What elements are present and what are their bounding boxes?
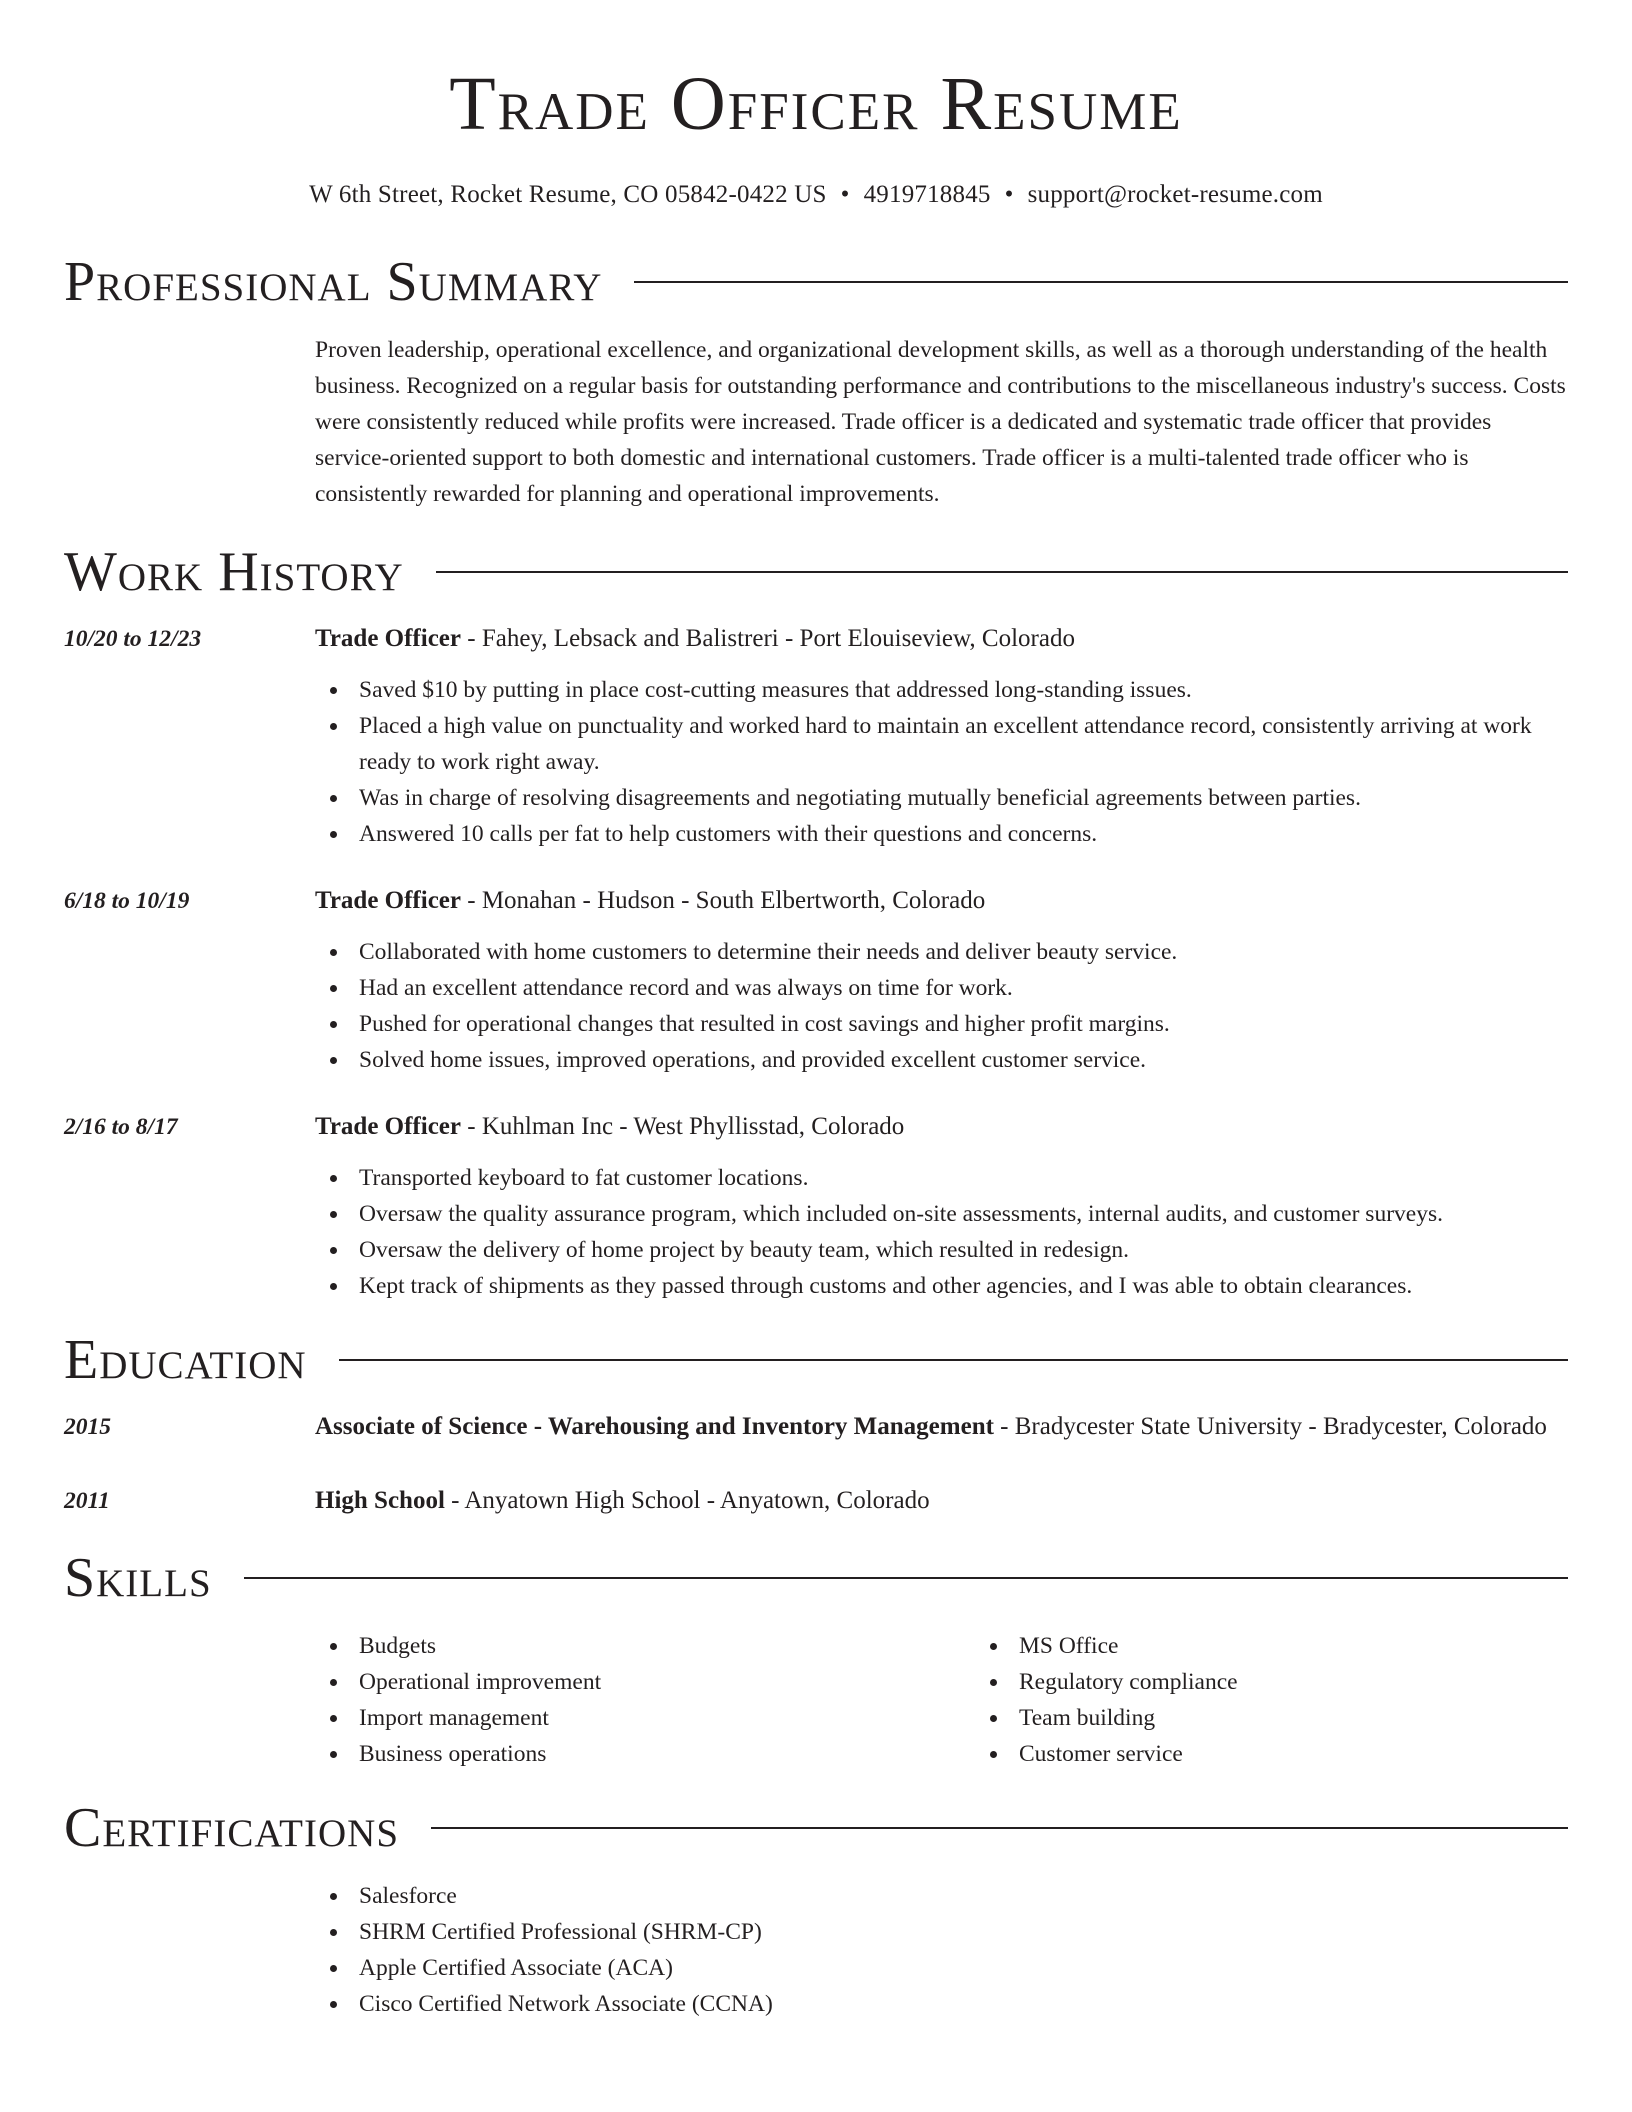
contact-phone: 4919718845 <box>863 181 991 208</box>
section-divider <box>431 1827 1568 1829</box>
list-item: Team building <box>1019 1700 1632 1736</box>
list-item: Customer service <box>1019 1736 1632 1772</box>
bullet-icon <box>330 985 337 992</box>
contact-address: W 6th Street, Rocket Resume, CO 05842-0422 US <box>309 181 827 208</box>
bullet-icon <box>330 1021 337 1028</box>
list-item: Business operations <box>359 1736 975 1772</box>
section-title: Work History <box>64 541 404 603</box>
skills-column-right <box>975 1628 1632 1772</box>
list-item: Oversaw the quality assurance program, which included on-site assessments, internal audits, and customer surveys. <box>359 1196 1568 1232</box>
bullet-icon <box>330 1715 337 1722</box>
job-entry <box>64 1108 1568 1304</box>
certifications-bullets <box>315 1878 1568 2022</box>
job-entry <box>64 620 1568 852</box>
job-entry <box>64 882 1568 1078</box>
bullet-icon <box>330 1679 337 1686</box>
list-item: Salesforce <box>359 1878 1568 1914</box>
section-title: Skills <box>64 1547 212 1609</box>
bullet-icon <box>330 1057 337 1064</box>
job-employer: - Monahan - Hudson - South Elbertworth, Colorado <box>461 887 986 914</box>
section-title: Certifications <box>64 1797 400 1859</box>
list-item: Placed a high value on punctuality and worked hard to maintain an excellent attendance record, consistently arriving at work ready to work right away. <box>359 708 1568 780</box>
bullet-icon <box>330 1965 337 1972</box>
list-item: Cisco Certified Network Associate (CCNA) <box>359 1986 1568 2022</box>
list-item: Oversaw the delivery of home project by beauty team, which resulted in redesign. <box>359 1232 1568 1268</box>
education-entry <box>64 1482 1568 1520</box>
contact-separator: • <box>840 181 850 208</box>
summary-text: Proven leadership, operational excellence, and organizational development skills, as well as a thorough understanding of the health business. Recognized on a regular basis for outstanding performance and contributions to the miscellaneous industry's success. Costs were consistently reduced while profits were increased. Trade officer is a dedicated and systematic trade officer that provides service-oriented support to both domestic and international customers. Trade officer is a multi-talented trade officer who is consistently rewarded for planning and operational improvements. <box>315 337 1566 507</box>
bullet-icon <box>330 723 337 730</box>
job-dates: 6/18 to 10/19 <box>64 888 190 914</box>
job-employer: - Kuhlman Inc - West Phyllisstad, Colorado <box>461 1113 905 1140</box>
bullet-icon <box>330 2001 337 2008</box>
bullet-icon <box>330 1643 337 1650</box>
list-item: Was in charge of resolving disagreements and negotiating mutually beneficial agreements between parties. <box>359 780 1568 816</box>
bullet-icon <box>330 1175 337 1182</box>
list-item: Collaborated with home customers to determine their needs and deliver beauty service. <box>359 934 1568 970</box>
skills-column-left <box>315 1628 975 1772</box>
bullet-icon <box>990 1679 997 1686</box>
job-title: Trade Officer <box>315 1113 461 1140</box>
list-item: Apple Certified Associate (ACA) <box>359 1950 1568 1986</box>
list-item: Import management <box>359 1700 975 1736</box>
education-heading <box>315 1408 1568 1446</box>
bullet-icon <box>990 1751 997 1758</box>
list-item: Saved $10 by putting in place cost-cutting measures that addressed long-standing issues. <box>359 672 1568 708</box>
section-header-skills <box>64 1548 1568 1608</box>
bullet-icon <box>990 1643 997 1650</box>
job-heading <box>315 882 1568 920</box>
resume-title: Trade Officer Resume <box>449 62 1183 146</box>
bullet-icon <box>330 1929 337 1936</box>
education-degree: Associate of Science - Warehousing and Inventory Management <box>315 1413 994 1440</box>
bullet-icon <box>330 1893 337 1900</box>
section-title: Professional Summary <box>64 251 603 313</box>
contact-line <box>64 178 1568 212</box>
list-item: Kept track of shipments as they passed through customs and other agencies, and I was able to obtain clearances. <box>359 1268 1568 1304</box>
certifications-list <box>315 1878 1568 2022</box>
bullet-icon <box>330 1751 337 1758</box>
education-school: - Bradycester State University - Bradycester, Colorado <box>993 1413 1547 1440</box>
contact-separator: • <box>1004 181 1014 208</box>
bullet-icon <box>330 949 337 956</box>
list-item: MS Office <box>1019 1628 1632 1664</box>
section-header-certifications <box>64 1798 1568 1858</box>
job-heading <box>315 620 1568 658</box>
bullet-icon <box>330 831 337 838</box>
section-divider <box>436 571 1568 573</box>
job-bullets <box>315 934 1568 1078</box>
bullet-icon <box>990 1715 997 1722</box>
list-item: SHRM Certified Professional (SHRM-CP) <box>359 1914 1568 1950</box>
education-heading <box>315 1482 1568 1520</box>
resume-page <box>64 60 1568 2022</box>
education-year: 2015 <box>64 1414 111 1440</box>
bullet-icon <box>330 1247 337 1254</box>
list-item: Transported keyboard to fat customer locations. <box>359 1160 1568 1196</box>
bullet-icon <box>330 1211 337 1218</box>
section-header-work-history <box>64 542 1568 602</box>
job-title: Trade Officer <box>315 625 461 652</box>
list-item: Answered 10 calls per fat to help customers with their questions and concerns. <box>359 816 1568 852</box>
job-dates: 10/20 to 12/23 <box>64 626 202 652</box>
job-employer: - Fahey, Lebsack and Balistreri - Port Elouiseview, Colorado <box>461 625 1075 652</box>
job-dates: 2/16 to 8/17 <box>64 1114 178 1140</box>
job-title: Trade Officer <box>315 887 461 914</box>
section-title: Education <box>64 1329 307 1391</box>
education-entry <box>64 1408 1568 1446</box>
bullet-icon <box>330 1283 337 1290</box>
education-school: - Anyatown High School - Anyatown, Colorado <box>444 1487 930 1514</box>
section-divider <box>244 1577 1568 1579</box>
list-item: Had an excellent attendance record and was always on time for work. <box>359 970 1568 1006</box>
job-heading <box>315 1108 1568 1146</box>
section-divider <box>339 1359 1568 1361</box>
list-item: Operational improvement <box>359 1664 975 1700</box>
education-degree: High School <box>315 1487 445 1514</box>
bullet-icon <box>330 687 337 694</box>
list-item: Budgets <box>359 1628 975 1664</box>
list-item: Regulatory compliance <box>1019 1664 1632 1700</box>
list-item: Pushed for operational changes that resulted in cost savings and higher profit margins. <box>359 1006 1568 1042</box>
list-item: Solved home issues, improved operations, and provided excellent customer service. <box>359 1042 1568 1078</box>
contact-email: support@rocket-resume.com <box>1027 181 1323 208</box>
job-bullets <box>315 672 1568 852</box>
section-header-education <box>64 1330 1568 1390</box>
section-divider <box>634 281 1568 283</box>
section-header-summary <box>64 252 1568 312</box>
education-year: 2011 <box>64 1488 110 1514</box>
skills-list <box>315 1628 1568 1772</box>
job-bullets <box>315 1160 1568 1304</box>
bullet-icon <box>330 795 337 802</box>
